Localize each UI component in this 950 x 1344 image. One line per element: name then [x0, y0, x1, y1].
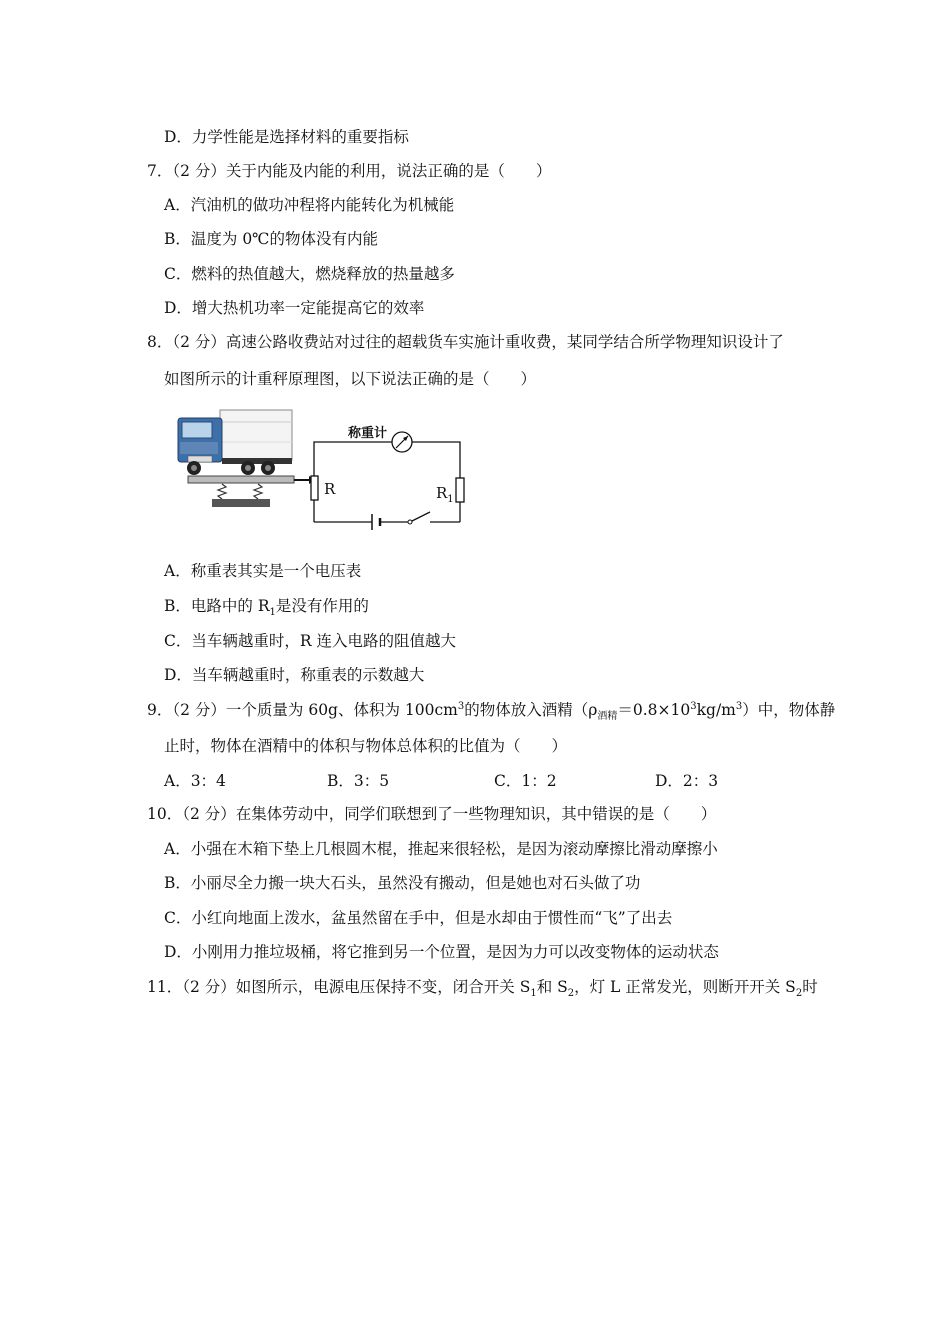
resistor-r1-label: $R_1$ — [436, 484, 454, 505]
spring-left — [218, 484, 226, 499]
q10-option-b: B．小丽尽全力搬一块大石头，虽然没有搬动，但是她也对石头做了功 — [164, 874, 641, 892]
truck-illustration — [178, 410, 292, 475]
q10-option-c: C．小红向地面上泼水，盆虽然留在手中，但是水却由于惯性而“飞”了出去 — [164, 909, 673, 927]
q7-option-c: C．燃料的热值越大，燃烧释放的热量越多 — [164, 265, 455, 283]
scale-circuit-figure — [168, 402, 468, 530]
spring-right — [254, 484, 262, 499]
meter-label: 称重计 — [348, 426, 388, 441]
scale-platform — [188, 476, 294, 483]
q8-option-b: B．电路中的 $R_1$是没有作用的 — [164, 597, 369, 619]
resistor-r — [311, 476, 318, 500]
q7-option-a: A．汽油机的做功冲程将内能转化为机械能 — [164, 196, 455, 214]
circuit-diagram — [168, 402, 468, 530]
q8-stem-line2: 如图所示的计重秤原理图，以下说法正确的是（ ） — [164, 370, 537, 388]
q8-option-c: C．当车辆越重时，R 连入电路的阻值越大 — [164, 632, 456, 650]
q9-option-d: D．2：3 — [655, 772, 719, 790]
q7-option-b: B．温度为 0℃的物体没有内能 — [164, 230, 379, 248]
q6-option-d: D．力学性能是选择材料的重要指标 — [164, 128, 409, 146]
q9-option-a: A．3：4 — [164, 772, 226, 790]
q8-option-d: D．当车辆越重时，称重表的示数越大 — [164, 666, 425, 684]
resistor-r1 — [456, 478, 464, 502]
q9-stem-line1: 9．（2 分）一个质量为 60g、体积为 $100cm^3$的物体放入酒精$(\rho_{酒精}=0.8\times 10^3kg/m^3)$中，物体静 — [147, 700, 836, 723]
q11-stem: 11．（2 分）如图所示，电源电压保持不变，闭合开关 $S_1$和 $S_2$，灯 L 正常发光，则断开开关 $S_2$时 — [147, 978, 818, 1000]
q10-option-a: A．小强在木箱下垫上几根圆木棍，推起来很轻松，是因为滚动摩擦比滑动摩擦小 — [164, 840, 718, 858]
q7-option-d: D．增大热机功率一定能提高它的效率 — [164, 299, 425, 317]
switch — [412, 512, 430, 521]
q9-stem-line2: 止时，物体在酒精中的体积与物体总体积的比值为（ ） — [164, 737, 568, 755]
q10-stem: 10．（2 分）在集体劳动中，同学们联想到了一些物理知识，其中错误的是（ ） — [147, 805, 717, 823]
q10-option-d: D．小刚用力推垃圾桶，将它推到另一个位置，是因为力可以改变物体的运动状态 — [164, 943, 719, 961]
q9-option-c: C．1：2 — [494, 772, 557, 790]
q7-stem: 7．（2 分）关于内能及内能的利用，说法正确的是（ ） — [147, 162, 552, 180]
q8-stem-line1: 8．（2 分）高速公路收费站对过往的超载货车实施计重收费，某同学结合所学物理知识设计了 — [147, 333, 784, 351]
resistor-r-label: R — [324, 480, 336, 498]
scale-base — [212, 499, 270, 507]
q9-option-b: B．3：5 — [327, 772, 390, 790]
q8-option-a: A．称重表其实是一个电压表 — [164, 562, 362, 580]
